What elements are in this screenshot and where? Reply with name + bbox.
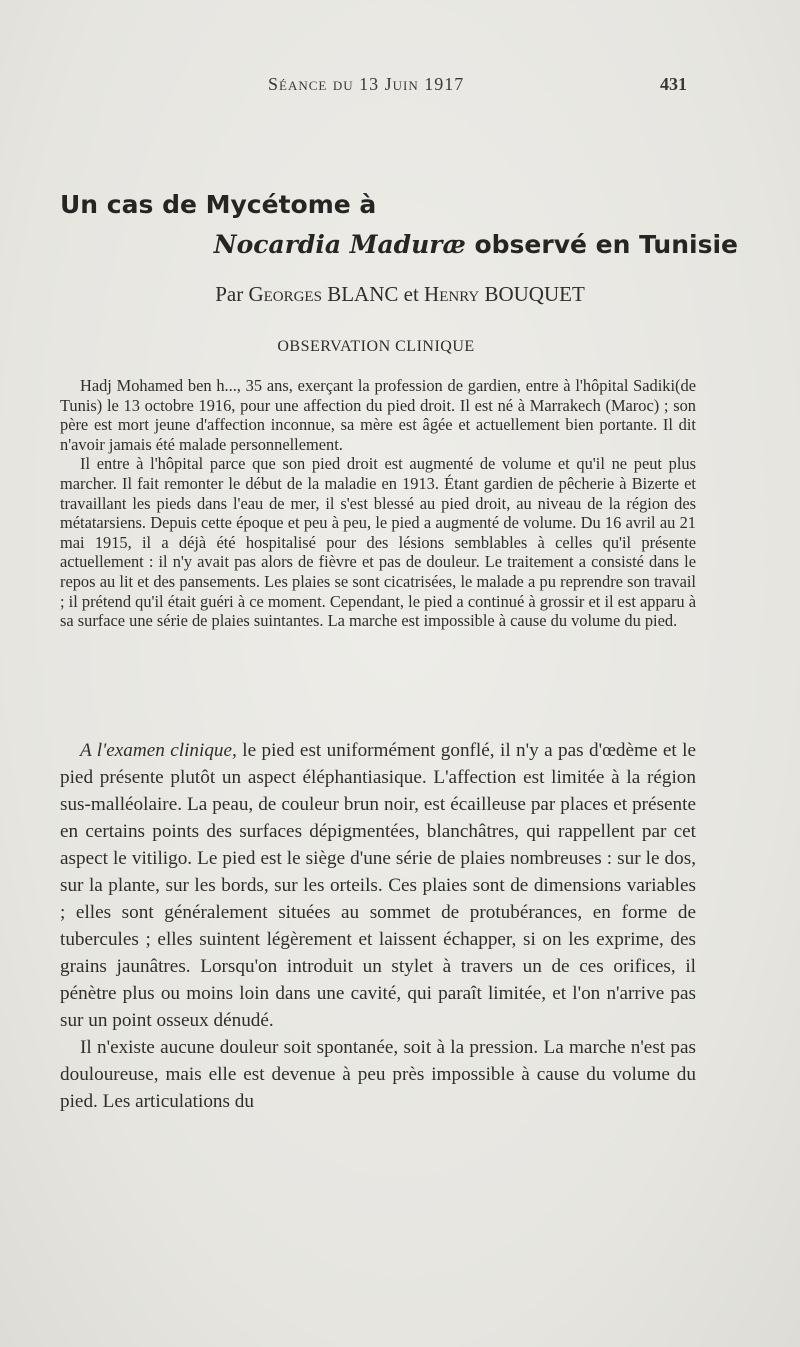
title-line-1: Un cas de Mycétome à [60,190,377,219]
clinical-exam [60,737,696,1115]
byline [0,282,800,307]
byline-conjunction: et [398,282,425,306]
paragraph-patient-history: Hadj Mohamed ben h..., 35 ans, exerçant la profession de gardien, entre à l'hôpital Sadiki(de Tunis) le 13 octobre 1916, pour une affection du pied droit. Il est né à Marrakech (Maroc) ; son père est mort jeune d'affection inconnue, sa mère est âgée et actuellement bien portante. Il dit n'avoir jamais été malade personnellement. [60,376,696,454]
author2-first-name: Henry [424,282,480,306]
byline-prefix: Par [215,282,249,306]
running-head [0,74,800,104]
title-organism: Nocardia Maduræ [213,230,466,259]
paragraph-pain: Il n'existe aucune douleur soit spontanée, soit à la pression. La marche n'est pas douloureuse, mais elle est devenue à peu près impossible à cause du volume du pied. Les articulations du [60,1037,696,1112]
title-line-2 [60,228,740,262]
author1-last-name: BLANC [321,282,399,306]
clinical-exam-lead: A l'examen clinique, [80,740,237,761]
clinical-exam-text: le pied est uniformément gonflé, il n'y a pas d'œdème et le pied présente plutôt un aspect éléphantiasique. L'affection est limitée à la région sus-malléolaire. La peau, de couleur brun noir, est écailleuse par places et présente en certains points des surfaces dépigmentées, blanchâtres, qui rappellent par cet aspect le vitiligo. Le pied est le siège d'une série de plaies nombreuses : sur le dos, sur la plante, sur les bords, sur les orteils. Ces plaies sont de dimensions variables ; elles sont généralement situées au sommet de protubérances, en forme de tubercules ; elles suintent légèrement et laissent échapper, si on les exprime, des grains jaunâtres. Lorsqu'on introduit un stylet à travers un de ces orifices, il pénètre plus ou moins loin dans une cavité, qui paraît limitée, et l'on n'arrive pas sur un point osseux dénudé. [60,740,696,1031]
author2-last-name: BOUQUET [479,282,585,306]
article-title [60,188,740,262]
case-history [60,376,696,631]
paragraph-clinical-exam [60,737,696,1034]
title-line-2-rest: observé en Tunisie [465,230,738,259]
section-heading: OBSERVATION CLINIQUE [277,338,475,355]
running-title: Séance du 13 Juin 1917 [268,74,465,94]
page-number: 431 [660,74,687,94]
author1-first-name: Georges [248,282,322,306]
paragraph-disease-onset: Il entre à l'hôpital parce que son pied droit est augmenté de volume et qu'il ne peut plus marcher. Il fait remonter le début de la maladie en 1913. Étant gardien de pêcherie à Bizerte et travaillant les pieds dans l'eau de mer, il s'est blessé au pied droit, au niveau de la région des métatarsiens. Depuis cette époque et peu à peu, le pied a augmenté de volume. Du 16 avril au 21 mai 1915, il a déjà été hospitalisé pour des lésions semblables à celles qu'il présente actuellement : il n'y avait pas alors de fièvre et pas de douleur. Le traitement a consisté dans le repos au lit et des pansements. Les plaies se sont cicatrisées, le malade a pu reprendre son travail ; il prétend qu'il était guéri à ce moment. Cependant, le pied a continué à grossir et il est apparu à sa surface une série de plaies suintantes. La marche est impossible à cause du volume du pied. [60,454,696,631]
